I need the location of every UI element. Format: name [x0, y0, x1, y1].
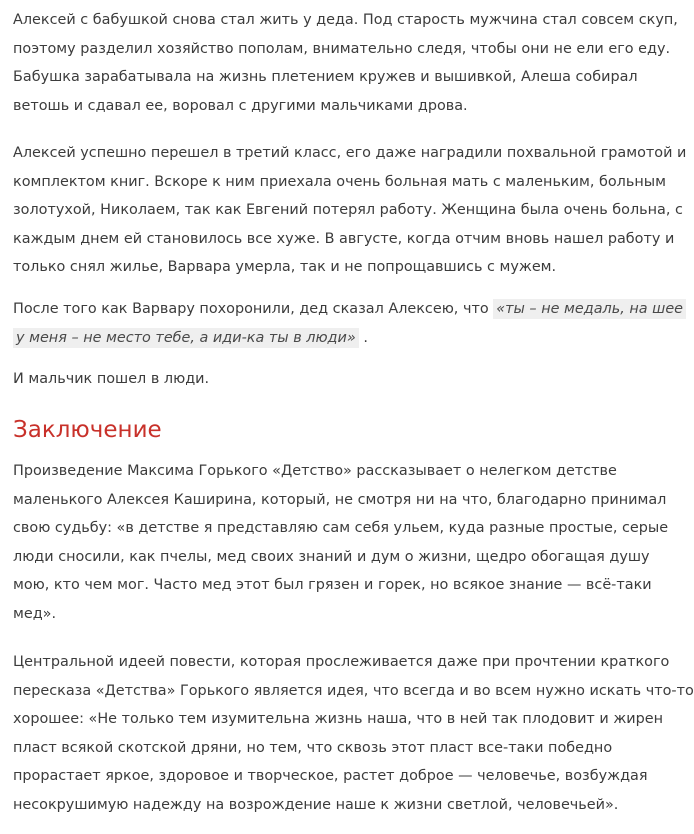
text-line: Алексей с бабушкой снова стал жить у деда. Под старость мужчина стал совсем скуп,	[13, 12, 678, 28]
text-line	[13, 295, 686, 324]
paragraph-funeral-quote	[13, 295, 686, 352]
text-line: пласт всякой скотской дряни, но тем, что сквозь этот пласт все-таки победно	[13, 739, 613, 756]
text-line: свою судьбу: «в детстве я представляю сам себя ульем, куда разные простые, серые	[13, 520, 669, 537]
highlighted-quote: у меня – не место тебе, а иди-ка ты в люди»	[13, 328, 359, 348]
text-line: комплектом книг. Вскоре к ним приехала очень больная мать с маленьким, больным	[13, 173, 666, 190]
text-line: мою, кто чем мог. Часто мед этот был грязен и горек, но всякое знание — всё-таки	[13, 577, 652, 594]
paragraph-conclusion-summary	[13, 457, 668, 629]
section-heading-conclusion: Заключение	[13, 417, 162, 443]
text-line: только снял жилье, Варвара умерла, так и не попрощавшись с мужем.	[13, 259, 557, 276]
text-line: поэтому разделил хозяйство пополам, внимательно следя, чтобы они не ели его еду.	[13, 40, 671, 57]
text-line: Центральной идеей повести, которая прослеживается даже при прочтении краткого	[13, 654, 670, 670]
text-line: несокрушимую надежду на возрождение наше к жизни светлой, человечьей».	[13, 796, 619, 813]
text-line: каждым днем ей становилось все хуже. В августе, когда отчим вновь нашел работу и	[13, 230, 675, 247]
text-line: Произведение Максима Горького «Детство» рассказывает о нелегком детстве	[13, 463, 617, 479]
paragraph-central-idea	[13, 648, 694, 820]
paragraph-into-people	[13, 365, 209, 394]
text-line	[13, 324, 686, 353]
paragraph-grandfather-stingy	[13, 6, 678, 120]
text-line: ветошь и сдавал ее, воровал с другими мальчиками дрова.	[13, 97, 468, 114]
text-line: золотухой, Николаем, так как Евгений потерял работу. Женщина была очень больна, с	[13, 202, 683, 219]
highlighted-quote: «ты – не медаль, на шее	[493, 299, 686, 319]
paragraph-lead-text: После того как Варвару похоронили, дед сказал Алексею, что	[13, 301, 489, 317]
text-line: пересказа «Детства» Горького является идея, что всегда и во всем нужно искать что-то	[13, 682, 694, 699]
text-line: люди сносили, как пчелы, мед своих знаний и дум о жизни, щедро обогащая душу	[13, 548, 650, 565]
text-line: прорастает яркое, здоровое и творческое, растет доброе — человечье, возбуждая	[13, 768, 648, 785]
text-line: Бабушка зарабатывала на жизнь плетением кружев и вышивкой, Алеша собирал	[13, 69, 638, 86]
text-line: хорошее: «Не только тем изумительна жизнь наша, что в ней так плодовит и жирен	[13, 711, 664, 728]
text-line: маленького Алексея Каширина, который, не смотря ни на что, благодарно принимал	[13, 491, 667, 508]
text-line: Алексей успешно перешел в третий класс, его даже наградили похвальной грамотой и	[13, 145, 687, 161]
text-line: И мальчик пошел в люди.	[13, 371, 210, 387]
paragraph-tail-text: .	[363, 329, 368, 346]
paragraph-third-class	[13, 139, 686, 282]
text-line: мед».	[13, 605, 57, 622]
